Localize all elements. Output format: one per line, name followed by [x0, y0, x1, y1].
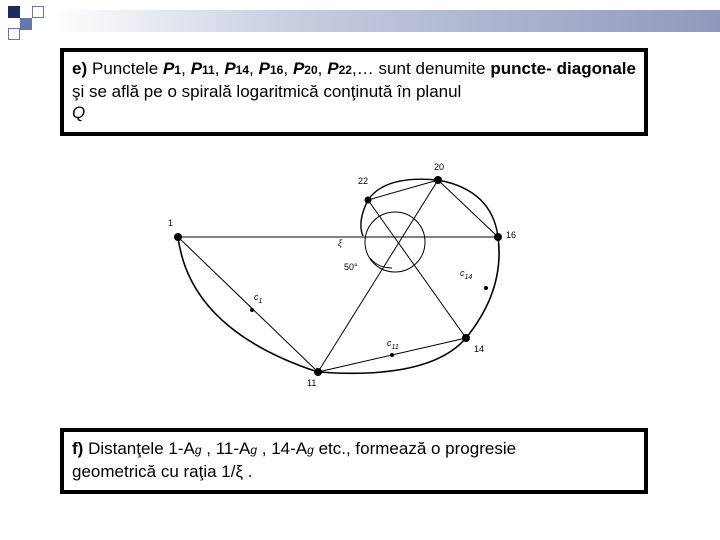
point-c11 [390, 353, 394, 357]
p-symbol: P [327, 59, 339, 78]
line-11-20 [318, 180, 438, 372]
point-20 [434, 176, 442, 184]
label-xi: ξ [338, 238, 343, 248]
sub: 20 [304, 63, 318, 77]
comma: , [181, 59, 186, 78]
p-symbol: P [224, 59, 236, 78]
bold-term: diagonale [556, 59, 636, 78]
sub-g: g [194, 443, 202, 457]
label-c1: $c_1$ [254, 292, 263, 305]
point-c14 [484, 286, 488, 290]
label-1: 1 [168, 218, 174, 228]
sub: 1 [174, 63, 182, 77]
comma: , [249, 59, 254, 78]
point-16 [494, 233, 502, 241]
label-22: 22 [358, 176, 369, 186]
comma: , [283, 59, 289, 78]
point-14 [462, 334, 470, 342]
p-symbol: P [163, 59, 175, 78]
center-circle [365, 212, 425, 272]
panel-letter: f) [72, 439, 84, 458]
sub: 14 [235, 63, 250, 77]
point-c1 [250, 308, 254, 312]
label-16: 16 [506, 230, 517, 240]
sub: 22 [338, 63, 352, 77]
panel-letter: e) [72, 59, 88, 78]
label-14: 14 [474, 344, 485, 354]
comma: , [214, 59, 220, 78]
text: etc., formează o progresie [318, 439, 517, 458]
text: , 14-A [261, 439, 308, 458]
text: geometrică cu raţia 1/ξ . [72, 462, 253, 481]
spiral-arc-outer [178, 237, 499, 373]
text-box-f [60, 428, 648, 494]
p-symbol: P [258, 59, 270, 78]
bold-term: puncte- [490, 59, 552, 78]
point-22 [365, 197, 372, 204]
point-11 [314, 368, 322, 376]
sub-g: g [250, 443, 258, 457]
label-11: 11 [307, 378, 317, 388]
text: , 11-A [206, 439, 251, 458]
label-c14: $c_{14}$ [460, 268, 473, 281]
sub: 11 [202, 63, 215, 77]
spiral-arc-upper [361, 179, 498, 237]
line-20-16 [438, 180, 498, 237]
chord-1-11 [178, 237, 318, 372]
label-c11: $c_{11}$ [387, 338, 399, 351]
text: Distanţele 1-A [88, 439, 195, 458]
label-angle: 50° [344, 262, 358, 272]
sub: 16 [269, 63, 284, 77]
p-symbol: P [292, 59, 305, 78]
p-symbol: P [190, 59, 203, 78]
label-20: 20 [434, 162, 445, 172]
text: ,… sunt denumite [351, 59, 486, 78]
comma: , [317, 59, 323, 78]
plane-symbol: Q [72, 103, 86, 122]
sub-g: g [307, 443, 314, 457]
text: şi se află pe o spirală logaritmică conţinută în planul [72, 82, 462, 101]
point-1 [174, 233, 182, 241]
text: Punctele [92, 59, 159, 78]
